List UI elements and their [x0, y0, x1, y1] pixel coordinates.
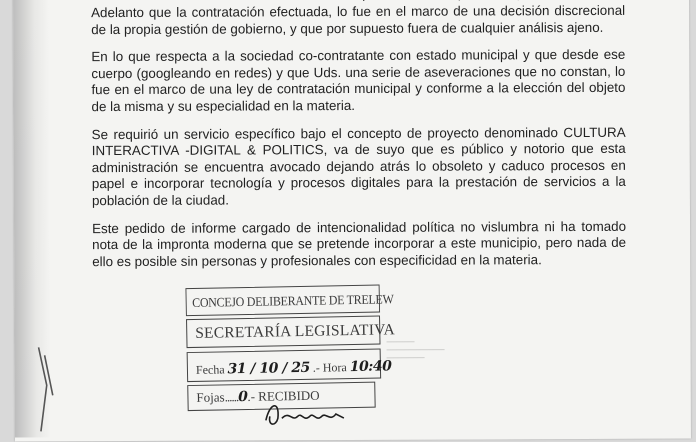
stamp-date-value: 31 / 10 / 25	[227, 359, 310, 378]
paragraph-2: En lo que respecta a la sociedad co-contratante con estado municipal y que desde ese cuerpo (googleando en redes) y que Uds. una serie de aseveraciones que no constan, lo fue en el marco de una ley de contratación municipal y conforme a la elección del objeto de la misma y su especialidad en la materia.	[91, 46, 626, 115]
stamp-institution: CONCEJO DELIBERANTE DE TRELEW	[185, 285, 380, 317]
cut-off-top-line	[313, 0, 577, 1]
stamp-date-row: Fecha 31 / 10 / 25 .- Hora 10:40	[187, 349, 382, 383]
document-page	[13, 0, 691, 441]
stamp-time-label: Hora	[322, 360, 347, 375]
stamp-received-label: RECIBIDO	[258, 387, 320, 404]
stamp-date-label: Fecha	[195, 362, 225, 377]
paragraph-3: Se requirió un servicio específico bajo el concepto de proyecto denominado CULTURA INTERACTIVA -DIGITAL & POLITICS, va de suyo que es público y notorio que esta administración se encuentra avocado dejando atrás lo obsoleto y caduco procesos en papel e incorporar tecnología y procesos digitales para la prestación de servicios a la población de la ciudad.	[91, 124, 626, 209]
pen-stroke-mark	[35, 345, 59, 435]
stamp-department: SECRETARÍA LEGISLATIVA	[186, 316, 380, 349]
stamp-fojas-row: Fojas......0.- RECIBIDO	[187, 382, 375, 411]
stamp-time-value: 10:40	[349, 358, 392, 376]
stamp-fojas-label: Fojas	[196, 389, 225, 405]
show-through-marks	[385, 334, 465, 364]
paragraph-1: Adelanto que la contratación efectuada, lo fue en el marco de una decisión discrecional de la propia gestión de gobierno, y que por supuesto fuera de cualquier análisis ajeno.	[91, 2, 626, 37]
stamp-fojas-value: 0	[237, 388, 248, 406]
paragraph-4: Este pedido de informe cargado de intencionalidad política no vislumbra ni ha tomado nota de la impronta moderna que se pretende incorporar a este municipio, pero nada de ello es posible sin personas y profesionales con especificidad en la materia.	[92, 218, 627, 269]
body-text	[91, 3, 626, 282]
handwritten-signature	[260, 392, 352, 432]
